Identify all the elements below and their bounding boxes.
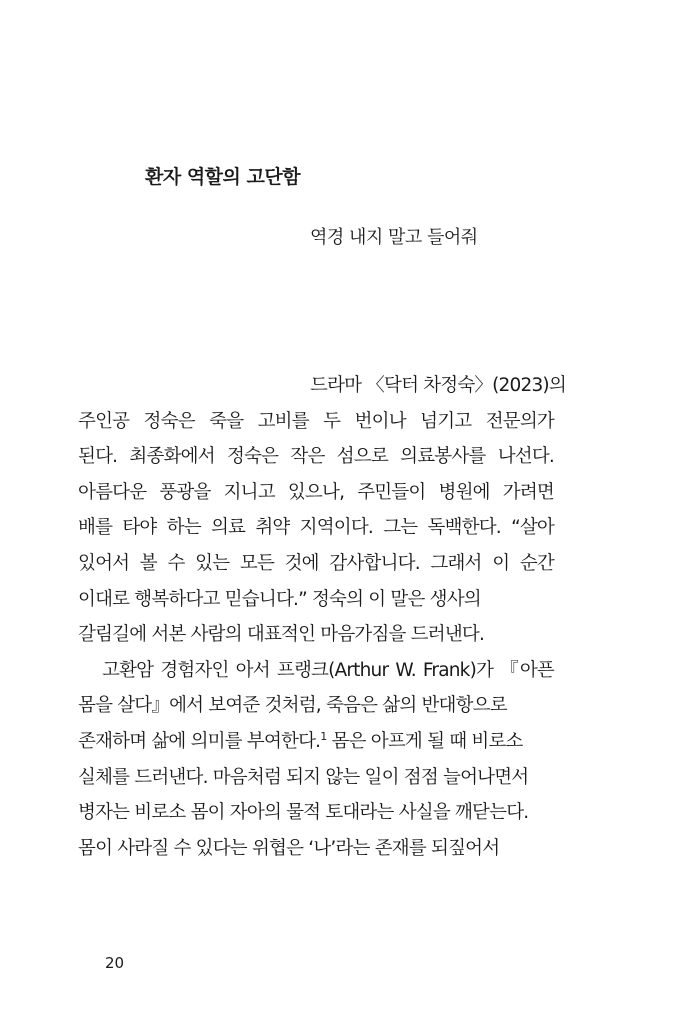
text-line: 배를 타야 하는 의료 취약 지역이다. 그는 독백한다. “살아 xyxy=(78,517,554,539)
text-line: 병자는 비로소 몸이 자아의 물적 토대라는 사실을 깨닫는다. xyxy=(78,802,529,824)
text-line: 있어서 볼 수 있는 모든 것에 감사합니다. 그래서 이 순간 xyxy=(78,552,554,574)
text-line: 이대로 행복하다고 믿습니다.” 정숙의 이 말은 생사의 xyxy=(78,588,481,610)
text-line: 고환암 경험자인 아서 프랭크(Arthur W. Frank)가 『아픈 xyxy=(102,659,554,681)
text-segment: 몸은 아프게 될 때 비로소 xyxy=(331,730,523,752)
section-title: 역경 내지 말고 들어줘 xyxy=(310,227,478,248)
text-line: 갈림길에 서본 사람의 대표적인 마음가짐을 드러낸다. xyxy=(78,624,485,646)
text-line: 드라마 〈닥터 차정숙〉(2023)의 xyxy=(310,375,566,396)
chapter-title: 환자 역할의 고단함 xyxy=(145,166,301,188)
text-line xyxy=(78,728,554,764)
text-line: 주인공 정숙은 죽을 고비를 두 번이나 넘기고 전문의가 xyxy=(78,410,554,432)
text-line: 몸을 살다』에서 보여준 것처럼, 죽음은 삶의 반대항으로 xyxy=(78,695,507,717)
text-line: 된다. 최종화에서 정숙은 작은 섬으로 의료봉사를 나선다. xyxy=(78,446,554,468)
text-segment: 존재하며 삶에 의미를 부여한다. xyxy=(78,730,321,752)
text-line: 몸이 사라질 수 있다는 위협은 ‘나’라는 존재를 되짚어서 xyxy=(78,837,500,859)
text-line: 아름다운 풍광을 지니고 있으나, 주민들이 병원에 가려면 xyxy=(78,481,554,503)
footnote-marker[interactable]: 1 xyxy=(320,729,327,743)
text-line: 실체를 드러낸다. 마음처럼 되지 않는 일이 점점 늘어나면서 xyxy=(78,766,529,788)
page-number: 20 xyxy=(105,954,125,972)
body-text xyxy=(78,372,566,870)
